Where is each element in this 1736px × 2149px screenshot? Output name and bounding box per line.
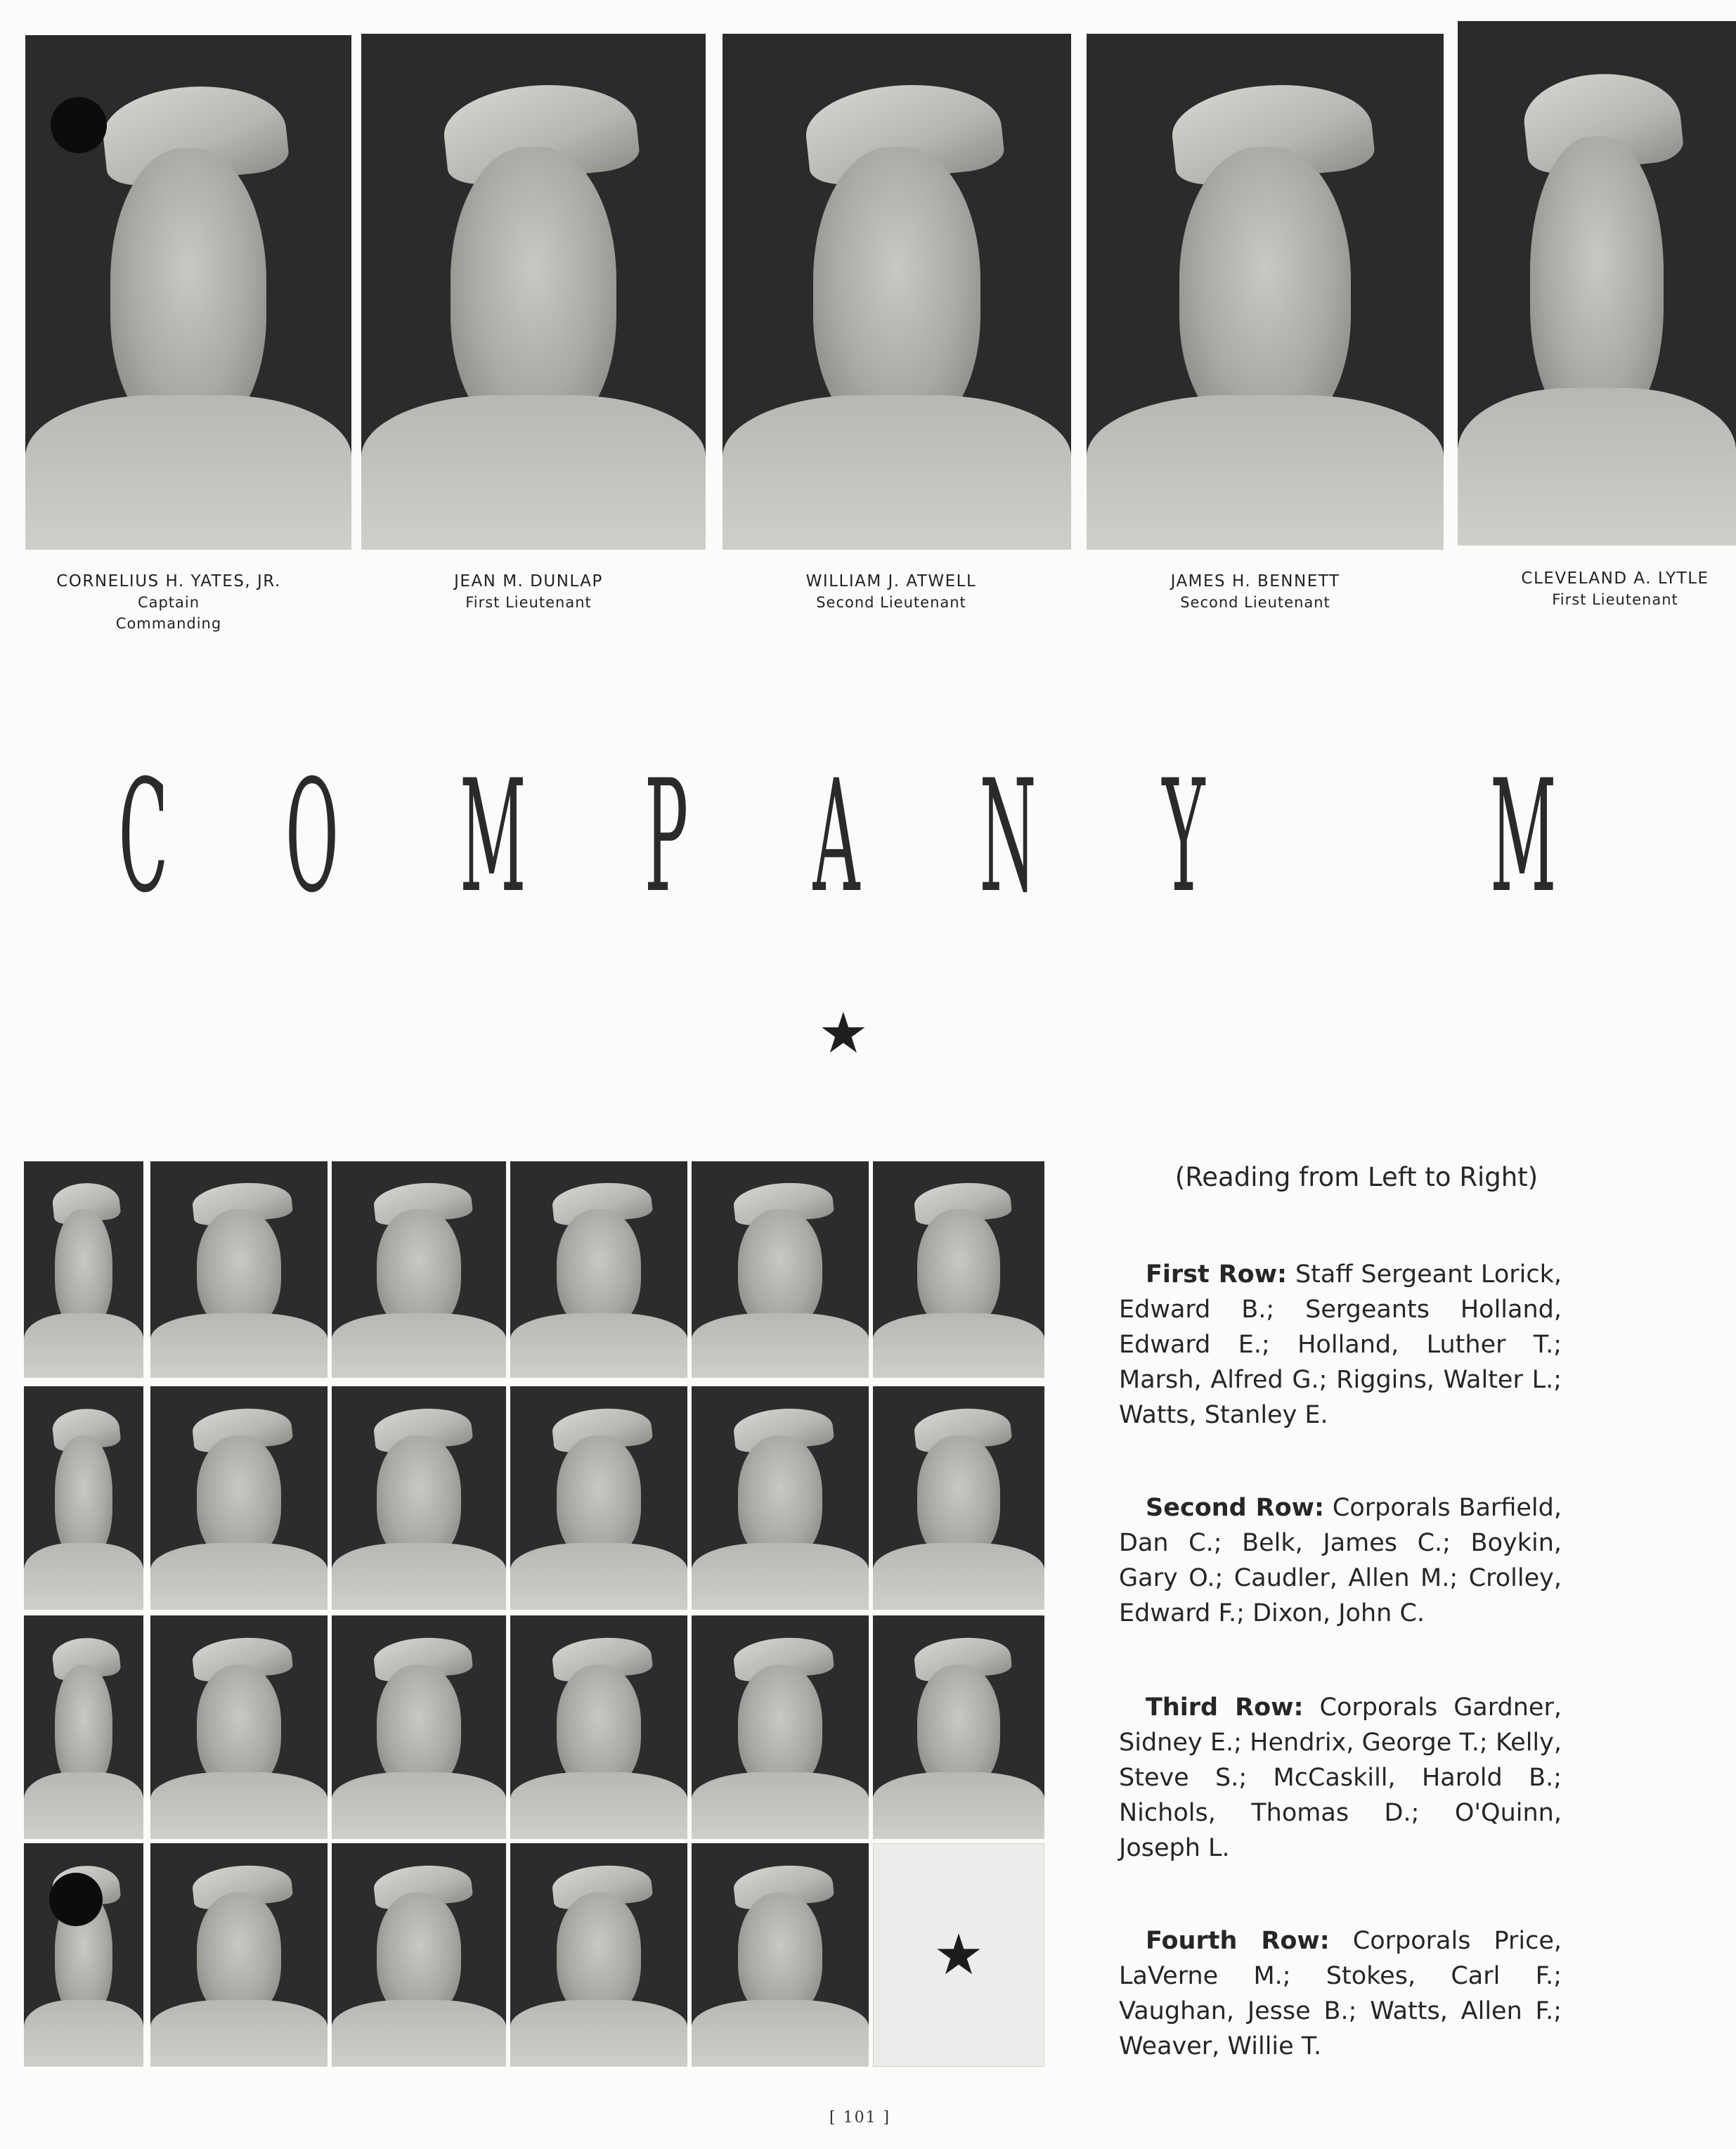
title-letter: Y xyxy=(1162,747,1205,927)
officer-name: JAMES H. BENNETT xyxy=(1170,572,1340,591)
enlisted-photo xyxy=(332,1615,506,1839)
officer-photo-bennett xyxy=(1087,34,1444,550)
title-letter: M xyxy=(1490,747,1557,927)
enlisted-photo xyxy=(692,1843,869,2067)
row-label: Third Row: xyxy=(1146,1693,1304,1722)
enlisted-photo xyxy=(510,1615,687,1839)
officer-rank: Second Lieutenant xyxy=(1180,594,1330,611)
enlisted-photo xyxy=(873,1386,1044,1610)
officer-rank: First Lieutenant xyxy=(465,594,592,611)
row-caption-first xyxy=(1119,1257,1562,1433)
officer-rank: Second Lieutenant xyxy=(816,594,966,611)
officer-caption-dunlap xyxy=(388,571,669,613)
page-number: [ 101 ] xyxy=(829,2109,891,2127)
row-names: Corporals Gardner, Sidney E.; Hendrix, George T.; Kelly, Steve S.; McCaskill, Harold B.; Nichols, Thomas D.; O'Quinn, Joseph L. xyxy=(1119,1693,1562,1862)
punch-hole-bottom xyxy=(49,1873,103,1926)
officer-name: WILLIAM J. ATWELL xyxy=(805,572,977,591)
officer-caption-lytle xyxy=(1497,568,1733,610)
enlisted-photo xyxy=(150,1386,328,1610)
enlisted-photo xyxy=(332,1161,506,1378)
title-letter: C xyxy=(118,747,169,927)
officer-rank: First Lieutenant xyxy=(1552,591,1678,608)
officer-role: Commanding xyxy=(115,615,222,632)
officer-photo-dunlap xyxy=(361,34,706,550)
empty-photo-slot xyxy=(873,1843,1044,2067)
enlisted-photo xyxy=(150,1161,328,1378)
star-icon: ★ xyxy=(933,1922,984,1987)
title-letter: O xyxy=(285,747,339,927)
enlisted-photo xyxy=(692,1161,869,1378)
officer-name: CORNELIUS H. YATES, JR. xyxy=(56,572,281,591)
officer-photo-atwell xyxy=(723,34,1071,550)
row-names: Staff Sergeant Lorick, Edward B.; Sergeants Holland, Edward E.; Holland, Luther T.; Marsh, Alfred G.; Riggins, Walter L.; Watts, Stanley E. xyxy=(1119,1260,1562,1429)
enlisted-photo xyxy=(150,1615,328,1839)
officer-caption-bennett xyxy=(1115,571,1396,613)
officer-photo-lytle xyxy=(1458,21,1736,546)
row-label: Fourth Row: xyxy=(1146,1927,1330,1955)
enlisted-photo xyxy=(873,1615,1044,1839)
title-letter: P xyxy=(644,747,689,927)
title-letter: A xyxy=(812,747,860,927)
enlisted-photo xyxy=(510,1386,687,1610)
officer-name: JEAN M. DUNLAP xyxy=(454,572,603,591)
officer-name: CLEVELAND A. LYTLE xyxy=(1521,569,1709,588)
enlisted-photo xyxy=(150,1843,328,2067)
reading-note: (Reading from Left to Right) xyxy=(1174,1162,1539,1192)
enlisted-photo xyxy=(692,1615,869,1839)
row-caption-fourth xyxy=(1119,1923,1562,2064)
officer-rank: Captain xyxy=(137,594,200,611)
row-caption-second xyxy=(1119,1490,1562,1631)
enlisted-photo xyxy=(24,1386,143,1610)
enlisted-photo xyxy=(510,1843,687,2067)
officer-caption-atwell xyxy=(751,571,1032,613)
page-title xyxy=(0,747,1736,927)
enlisted-photo xyxy=(332,1843,506,2067)
row-label: Second Row: xyxy=(1146,1494,1324,1522)
row-caption-third xyxy=(1119,1690,1562,1866)
star-icon: ★ xyxy=(818,1000,869,1066)
officer-caption-yates xyxy=(28,571,309,634)
enlisted-photo xyxy=(510,1161,687,1378)
row-names: Corporals Barfield, Dan C.; Belk, James C.; Boykin, Gary O.; Caudler, Allen M.; Crolley, Edward F.; Dixon, John C. xyxy=(1119,1494,1562,1627)
enlisted-photo xyxy=(332,1386,506,1610)
enlisted-photo xyxy=(24,1615,143,1839)
title-letter: N xyxy=(979,747,1037,927)
row-names: Corporals Price, LaVerne M.; Stokes, Carl F.; Vaughan, Jesse B.; Watts, Allen F.; Weaver, Willie T. xyxy=(1119,1927,1562,2060)
enlisted-photo xyxy=(24,1161,143,1378)
enlisted-photo xyxy=(873,1161,1044,1378)
row-label: First Row: xyxy=(1146,1260,1288,1289)
punch-hole-top xyxy=(51,97,107,153)
enlisted-photo xyxy=(692,1386,869,1610)
title-letter: M xyxy=(460,747,526,927)
